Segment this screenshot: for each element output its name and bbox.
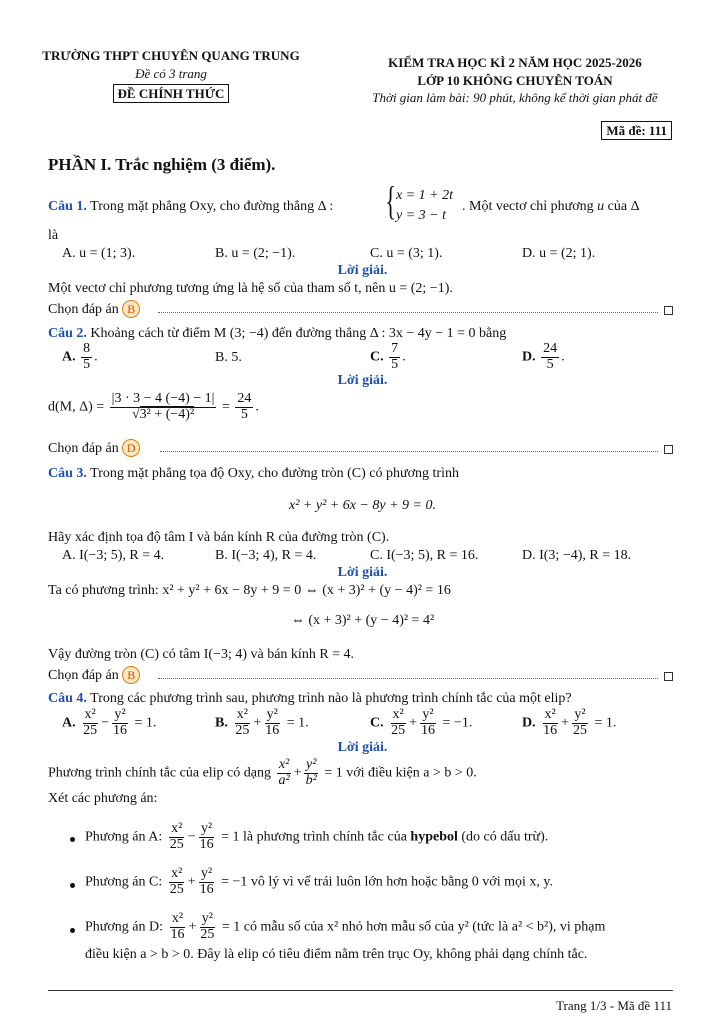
q1-text-b-wrap: . Một vectơ chỉ phương u của Δ — [462, 199, 640, 214]
bullet-1 — [70, 837, 75, 842]
q1-option-b: B. u = (2; −1). — [215, 246, 296, 261]
footer-rule — [48, 990, 673, 991]
q3-equation: x² + y² + 6x − 8y + 9 = 0. — [289, 498, 436, 513]
q2-text: Khoảng cách từ điểm M (3; −4) đến đường thẳng Δ : 3x − 4y − 1 = 0 bằng — [90, 326, 507, 341]
q4-option-d: D. $\frac{\text{x²}}{16}$ + $\frac{\text{y²}}{25}$ = 1. — [522, 707, 617, 738]
q2-solution-label: Lời giải. — [337, 373, 388, 388]
exam-title: KIỂM TRA HỌC KÌ 2 NĂM HỌC 2025-2026 — [388, 55, 642, 70]
q4-bullet-3-line2: điều kiện a > b > 0. Đây là elip có tiêu điểm nằm trên trục Oy, không phải dạng chính tắc. — [85, 947, 588, 962]
q1-sys1: x = 1 + 2t — [396, 188, 453, 203]
q3-end-square — [664, 672, 673, 681]
q2-label: Câu 2. — [48, 326, 87, 341]
q4-consider: Xét các phương án: — [48, 791, 158, 806]
time-note: Thời gian làm bài: 90 phút, không kể thời gian phát đề — [372, 90, 658, 105]
q2-option-b: B. 5. — [215, 350, 242, 365]
q1-label: Câu 1. — [48, 199, 87, 214]
q1-choose-label: Chọn đáp án — [48, 302, 119, 317]
q1-text-a: Trong mặt phẳng Oxy, cho đường thẳng Δ : — [90, 199, 334, 214]
q3-line — [48, 466, 459, 482]
q4-option-c: C. $\frac{\text{x²}}{25}$ + $\frac{\text{y²}}{16}$ = −1. — [370, 707, 473, 738]
q2-end-square — [664, 445, 673, 454]
q2-answer-badge: D — [122, 439, 140, 457]
q1-solution: Một vectơ chỉ phương tương ứng là hệ số của tham số t, nên u = (2; −1). — [48, 281, 453, 296]
q1-sys2: y = 3 − t — [396, 208, 446, 223]
q1-line — [48, 199, 333, 215]
q3-option-c: C. I(−3; 5), R = 16. — [370, 548, 479, 563]
q4-bullet-2: Phương án C: $\frac{\text{x²}}{25}$ + $\frac{\text{y²}}{16}$ = −1 vô lý vì vế trái luôn lớn hơn hoặc bằng 0 với mọi x, y. — [85, 866, 553, 897]
q3-label: Câu 3. — [48, 466, 87, 481]
q3-text: Trong mặt phẳng tọa độ Oxy, cho đường tròn (C) có phương trình — [90, 466, 459, 481]
q3-choose-label: Chọn đáp án — [48, 668, 119, 683]
q1-text-b: . Một vectơ chỉ phương — [462, 199, 594, 214]
q3-choose — [48, 666, 140, 684]
q3-ask: Hãy xác định tọa độ tâm I và bán kính R của đường tròn (C). — [48, 530, 390, 545]
q2-option-a: A. $\frac{8}{5}$ . — [62, 341, 98, 372]
q4-label: Câu 4. — [48, 691, 87, 706]
bullet-3 — [70, 928, 75, 933]
q2-option-c: C. $\frac{7}{5}$ . — [370, 341, 406, 372]
q3-answer-badge: B — [122, 666, 140, 684]
q2-option-d: D. $\frac{24}{5}$ . — [522, 341, 565, 372]
q4-option-a: A. $\frac{\text{x²}}{25}$ − $\frac{\text{y²}}{16}$ = 1. — [62, 707, 157, 738]
q4-line — [48, 691, 572, 707]
section-title: PHẦN I. Trắc nghiệm (3 điểm). — [48, 155, 276, 174]
q4-bullet-1: Phương án A: $\frac{\text{x²}}{25}$ − $\frac{\text{y²}}{16}$ = 1 là phương trình chính tắc của hypebol (do có dấu trừ). — [85, 821, 549, 852]
q3-solution-3: Vậy đường tròn (C) có tâm I(−3; 4) và bán kính R = 4. — [48, 647, 355, 662]
q1-choose — [48, 300, 140, 318]
bullet-2 — [70, 883, 75, 888]
q2-line — [48, 326, 506, 342]
q2-choose-label: Chọn đáp án — [48, 441, 119, 456]
q4-bullet-3: Phương án D: $\frac{\text{x²}}{16}$ + $\frac{\text{y²}}{25}$ = 1 có mẫu số của x² nhỏ hơn mẫu số của y² (tức là a² < b²), vi phạm — [85, 911, 606, 942]
q1-brace: { — [385, 178, 396, 223]
school-name: TRƯỜNG THPT CHUYÊN QUANG TRUNG — [42, 48, 300, 63]
q1-option-d: D. u = (2; 1). — [522, 246, 596, 261]
q3-option-d: D. I(3; −4), R = 18. — [522, 548, 632, 563]
q3-solution-2: ⇔ (x + 3)² + (y − 4)² = 4² — [290, 613, 435, 628]
q1-option-a: A. u = (1; 3). — [62, 246, 136, 261]
q1-end-square — [664, 306, 673, 315]
exam-code: Mã đề: 111 — [601, 121, 672, 140]
q3-option-a: A. I(−3; 5), R = 4. — [62, 548, 165, 563]
q4-solution-label: Lời giải. — [337, 740, 388, 755]
q1-option-c: C. u = (3; 1). — [370, 246, 443, 261]
q2-solution: d(M, Δ) = $\frac{|3 \cdot 3 - 4 (-4) - 1|}{\text{√3² + (−4)²}}$ = $\frac{24}{5}$ . — [48, 391, 259, 422]
q1-answer-badge: B — [122, 300, 140, 318]
q4-option-b: B. $\frac{\text{x²}}{25}$ + $\frac{\text{y²}}{16}$ = 1. — [215, 707, 309, 738]
q1-text-c: của Δ — [607, 199, 640, 214]
q2-choose — [48, 439, 140, 457]
q3-option-b: B. I(−3; 4), R = 4. — [215, 548, 317, 563]
page-count: Đề có 3 trang — [135, 66, 207, 81]
q3-solution-1: Ta có phương trình: x² + y² + 6x − 8y + 9 = 0 ⇔ (x + 3)² + (y − 4)² = 16 — [48, 583, 451, 598]
footer-page: Trang 1/3 - Mã đề 111 — [556, 998, 672, 1013]
q4-text: Trong các phương trình sau, phương trình nào là phương trình chính tắc của một elip? — [90, 691, 572, 706]
q1-text-d: là — [48, 228, 59, 243]
official-label: ĐỀ CHÍNH THỨC — [113, 84, 230, 103]
class-title: LỚP 10 KHÔNG CHUYÊN TOÁN — [417, 73, 613, 88]
q3-solution-label: Lời giải. — [337, 565, 388, 580]
official-label-wrap — [30, 85, 312, 103]
q4-solution-form: Phương trình chính tắc của elip có dạng $\frac{\text{x²}}{\text{a²}}$ + $\frac{\text{y²}}{\text{b²}}$ = 1 với điều kiện a > b > 0. — [48, 757, 477, 788]
q1-solution-label: Lời giải. — [337, 263, 388, 278]
exam-code-wrap — [601, 122, 672, 140]
